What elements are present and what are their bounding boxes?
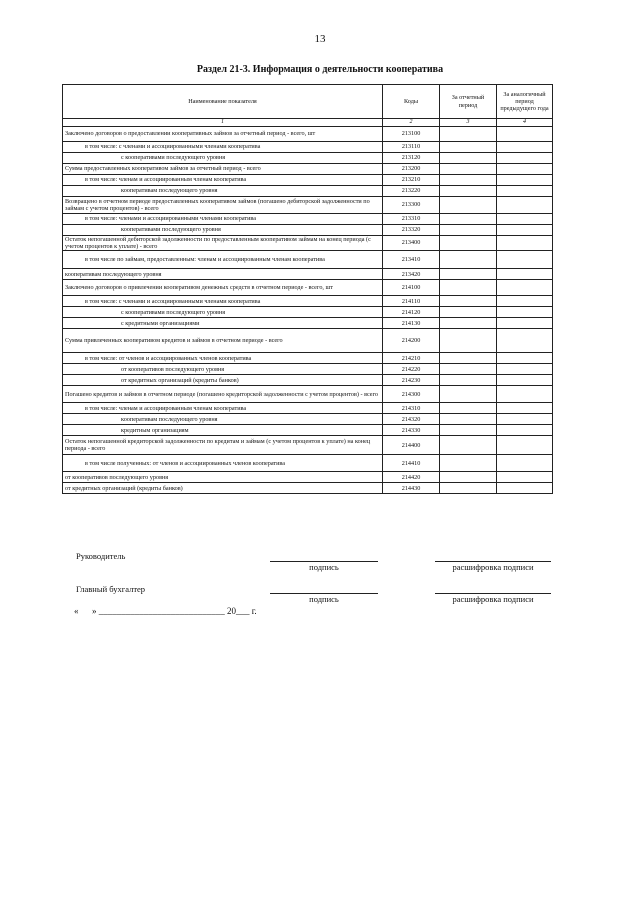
table-row: [63, 307, 553, 318]
table-body: [63, 126, 553, 493]
row-code: 213120: [383, 152, 440, 163]
row-label: с кредитными организациями: [63, 318, 383, 329]
row-code: 214330: [383, 425, 440, 436]
value-previous-period: [497, 174, 553, 185]
row-code: 214420: [383, 472, 440, 483]
value-current-period: [440, 436, 497, 455]
row-code: 213210: [383, 174, 440, 185]
row-label: Погашено кредитов и займов в отчетном периоде (погашено кредиторской задолженности с учетом процентов) - всего: [63, 386, 383, 403]
row-label: Заключено договоров о привлечении кооперативом денежных средств в отчетном периоде - всего, шт: [63, 280, 383, 296]
value-previous-period: [497, 472, 553, 483]
report-table: [62, 84, 553, 494]
table-row: [63, 414, 553, 425]
table-row: [63, 296, 553, 307]
row-code: 213400: [383, 235, 440, 250]
row-label: Сумма привлеченных кооперативом кредитов и займов в отчетном периоде - всего: [63, 329, 383, 353]
table-row: [63, 455, 553, 472]
value-current-period: [440, 318, 497, 329]
head-label: Руководитель: [76, 551, 126, 561]
value-previous-period: [497, 414, 553, 425]
table-row: [63, 185, 553, 196]
row-label: в том числе: членам и ассоциированным членам кооператива: [63, 174, 383, 185]
header-code: Коды: [383, 85, 440, 119]
value-current-period: [440, 296, 497, 307]
value-previous-period: [497, 224, 553, 235]
value-previous-period: [497, 235, 553, 250]
row-label: в том числе: от членов и ассоциированных членов кооператива: [63, 353, 383, 364]
value-current-period: [440, 224, 497, 235]
table-row: [63, 269, 553, 280]
value-current-period: [440, 472, 497, 483]
value-current-period: [440, 141, 497, 152]
value-previous-period: [497, 307, 553, 318]
table-row: [63, 425, 553, 436]
value-previous-period: [497, 364, 553, 375]
table-row: [63, 386, 553, 403]
row-code: 213320: [383, 224, 440, 235]
row-code: 214100: [383, 280, 440, 296]
value-current-period: [440, 152, 497, 163]
row-code: 214400: [383, 436, 440, 455]
value-current-period: [440, 364, 497, 375]
table-row: [63, 126, 553, 141]
row-code: 214300: [383, 386, 440, 403]
row-code: 213310: [383, 213, 440, 224]
row-label: в том числе полученных: от членов и ассоциированных членов кооператива: [63, 455, 383, 472]
row-code: 213410: [383, 251, 440, 269]
row-label: Возвращено в отчетном периоде предоставленных кооперативом займов (погашено дебиторской задолженности по займам с учетом процентов) - всего: [63, 196, 383, 213]
value-current-period: [440, 163, 497, 174]
value-current-period: [440, 251, 497, 269]
value-previous-period: [497, 196, 553, 213]
row-code: 214230: [383, 375, 440, 386]
value-current-period: [440, 403, 497, 414]
value-previous-period: [497, 185, 553, 196]
row-label: в том числе по займам, предоставленным: членам и ассоциированным членам кооператива: [63, 251, 383, 269]
value-current-period: [440, 375, 497, 386]
row-label: с кооперативами последующего уровня: [63, 152, 383, 163]
value-current-period: [440, 414, 497, 425]
table-row: [63, 141, 553, 152]
column-number: 4: [497, 119, 553, 127]
value-previous-period: [497, 251, 553, 269]
row-label: Сумма предоставленных кооперативом займов за отчетный период - всего: [63, 163, 383, 174]
value-current-period: [440, 353, 497, 364]
row-code: 214120: [383, 307, 440, 318]
value-previous-period: [497, 329, 553, 353]
value-previous-period: [497, 403, 553, 414]
row-label: в том числе: с членами и ассоциированными членами кооператива: [63, 296, 383, 307]
row-code: 214310: [383, 403, 440, 414]
row-label: от кредитных организаций (кредиты банков): [63, 375, 383, 386]
value-previous-period: [497, 296, 553, 307]
table-row: [63, 213, 553, 224]
row-label: Заключено договоров о предоставлении кооперативных займов за отчетный период - всего, шт: [63, 126, 383, 141]
row-code: 213100: [383, 126, 440, 141]
value-current-period: [440, 235, 497, 250]
header-current-period: За отчетный период: [440, 85, 497, 119]
column-number: 2: [383, 119, 440, 127]
table-row: [63, 280, 553, 296]
accountant-decoding-caption: расшифровка подписи: [452, 594, 534, 604]
value-previous-period: [497, 280, 553, 296]
table-row: [63, 174, 553, 185]
value-previous-period: [497, 152, 553, 163]
value-previous-period: [497, 455, 553, 472]
section-title: Раздел 21-3. Информация о деятельности кооператива: [196, 64, 444, 75]
table-row: [63, 251, 553, 269]
row-code: 213300: [383, 196, 440, 213]
row-label: Остаток непогашенной дебиторской задолженности по предоставленным кооперативом займам на конец периода (с учетом процентов к уплате) - всего: [63, 235, 383, 250]
value-previous-period: [497, 436, 553, 455]
value-previous-period: [497, 163, 553, 174]
row-code: 214220: [383, 364, 440, 375]
head-decoding-caption: расшифровка подписи: [452, 562, 534, 572]
table-row: [63, 436, 553, 455]
row-label: в том числе: членам и ассоциированным членам кооператива: [63, 403, 383, 414]
row-label: Остаток непогашенной кредиторской задолженности по кредитам и займам (с учетом процентов к уплате) на конец периода - всего: [63, 436, 383, 455]
value-previous-period: [497, 375, 553, 386]
value-current-period: [440, 174, 497, 185]
column-number: 3: [440, 119, 497, 127]
head-signature-caption: подпись: [309, 562, 339, 572]
row-code: 214430: [383, 483, 440, 494]
accountant-signature-caption: подпись: [309, 594, 339, 604]
value-previous-period: [497, 318, 553, 329]
table-row: [63, 318, 553, 329]
row-code: 213420: [383, 269, 440, 280]
row-code: 213110: [383, 141, 440, 152]
value-current-period: [440, 483, 497, 494]
table-row: [63, 235, 553, 250]
page-number: 13: [314, 33, 326, 45]
table-row: [63, 224, 553, 235]
row-label: в том числе: членами и ассоциированными членами кооператива: [63, 213, 383, 224]
row-label: кооперативами последующего уровня: [63, 224, 383, 235]
header-previous-period: За аналогичный период предыдущего года: [497, 85, 553, 119]
table-row: [63, 364, 553, 375]
row-code: 214210: [383, 353, 440, 364]
table-row: [63, 375, 553, 386]
row-code: 214320: [383, 414, 440, 425]
table-row: [63, 196, 553, 213]
row-label: от кредитных организаций (кредиты банков): [63, 483, 383, 494]
row-label: кооперативам последующего уровня: [63, 269, 383, 280]
value-current-period: [440, 455, 497, 472]
row-code: 214130: [383, 318, 440, 329]
value-previous-period: [497, 386, 553, 403]
value-current-period: [440, 185, 497, 196]
value-current-period: [440, 386, 497, 403]
column-number: 1: [63, 119, 383, 127]
table-row: [63, 483, 553, 494]
value-previous-period: [497, 425, 553, 436]
row-label: кредитным организациям: [63, 425, 383, 436]
row-label: от кооперативов последующего уровня: [63, 472, 383, 483]
table-row: [63, 472, 553, 483]
row-label: в том числе: с членами и ассоциированными членами кооператива: [63, 141, 383, 152]
table-row: [63, 353, 553, 364]
value-previous-period: [497, 213, 553, 224]
value-previous-period: [497, 126, 553, 141]
value-previous-period: [497, 353, 553, 364]
row-code: 213220: [383, 185, 440, 196]
accountant-label: Главный бухгалтер: [76, 584, 146, 594]
value-current-period: [440, 196, 497, 213]
value-current-period: [440, 269, 497, 280]
value-current-period: [440, 425, 497, 436]
row-code: 214110: [383, 296, 440, 307]
value-previous-period: [497, 269, 553, 280]
table-row: [63, 329, 553, 353]
value-previous-period: [497, 483, 553, 494]
row-code: 214410: [383, 455, 440, 472]
value-previous-period: [497, 141, 553, 152]
row-code: 213200: [383, 163, 440, 174]
table-row: [63, 152, 553, 163]
row-label: с кооперативами последующего уровня: [63, 307, 383, 318]
row-label: кооперативам последующего уровня: [63, 185, 383, 196]
value-current-period: [440, 280, 497, 296]
value-current-period: [440, 329, 497, 353]
header-name: Наименование показателя: [63, 85, 383, 119]
table-row: [63, 403, 553, 414]
row-code: 214200: [383, 329, 440, 353]
table-row: [63, 163, 553, 174]
row-label: от кооперативов последующего уровня: [63, 364, 383, 375]
value-current-period: [440, 126, 497, 141]
row-label: кооперативам последующего уровня: [63, 414, 383, 425]
value-current-period: [440, 307, 497, 318]
value-current-period: [440, 213, 497, 224]
date-line: « » ____________________________ 20___ г.: [74, 606, 257, 616]
